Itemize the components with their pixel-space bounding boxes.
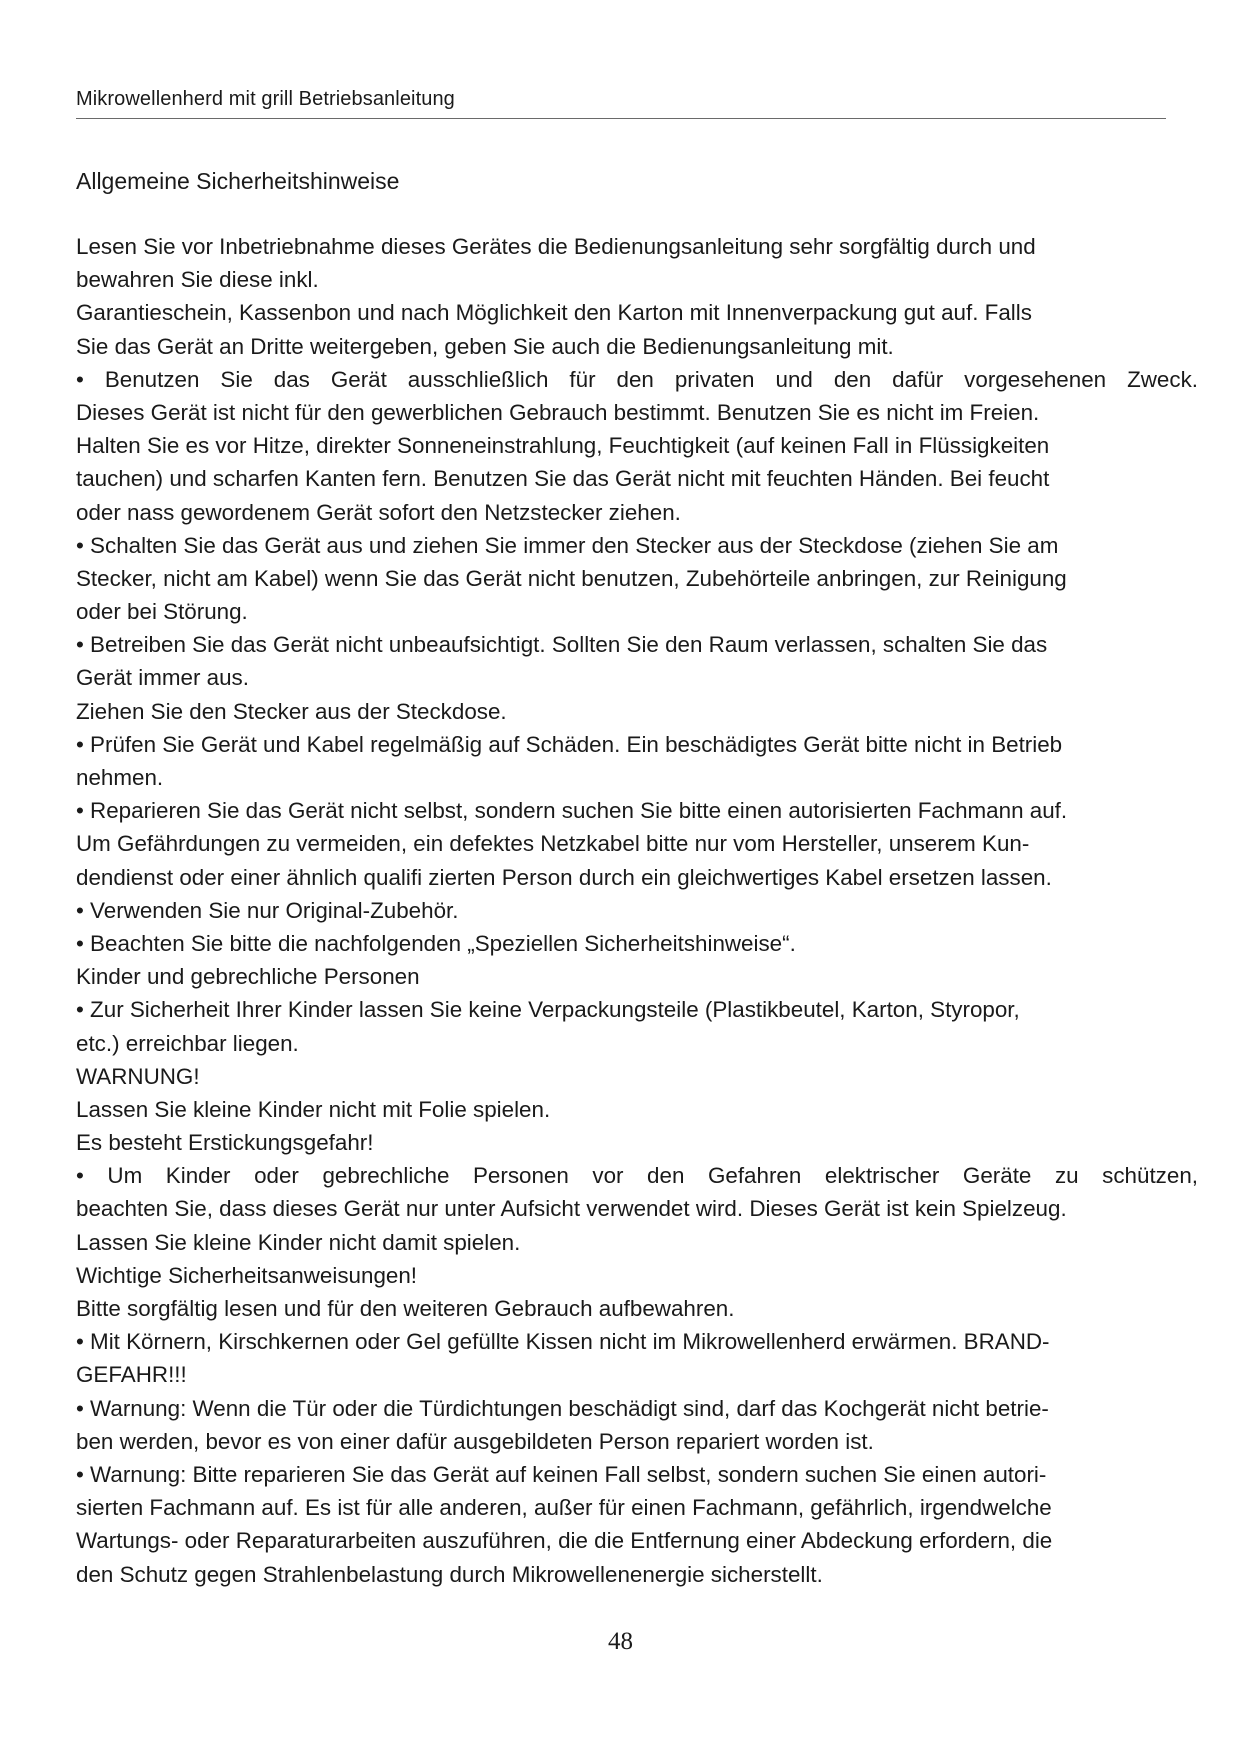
text-line: • Warnung: Bitte reparieren Sie das Gerät auf keinen Fall selbst, sondern suchen Sie einen autori-: [76, 1461, 1047, 1487]
text-line: tauchen) und scharfen Kanten fern. Benutzen Sie das Gerät nicht mit feuchten Händen. Bei feucht: [76, 466, 1050, 492]
text-line: WARNUNG!: [76, 1063, 200, 1089]
text-line: • Zur Sicherheit Ihrer Kinder lassen Sie keine Verpackungsteile (Plastikbeutel, Karton, Styropor,: [76, 997, 1020, 1023]
text-line: • Mit Körnern, Kirschkernen oder Gel gefüllte Kissen nicht im Mikrowellenherd erwärmen. BRAND-: [76, 1329, 1050, 1355]
text-line: nehmen.: [76, 765, 164, 790]
text-line: Dieses Gerät ist nicht für den gewerblichen Gebrauch bestimmt. Benutzen Sie es nicht im Freien.: [76, 399, 1040, 425]
text-line: • Verwenden Sie nur Original-Zubehör.: [76, 897, 459, 923]
text-line: • Schalten Sie das Gerät aus und ziehen Sie immer den Stecker aus der Steckdose (ziehen Sie am: [76, 532, 1059, 558]
text-line: GEFAHR!!!: [76, 1362, 187, 1388]
text-line: den Schutz gegen Strahlenbelastung durch Mikrowellenenergie sicherstellt.: [76, 1561, 823, 1587]
text-line: • Um Kinder oder gebrechliche Personen vor den Gefahren elektrischer Geräte zu schützen,: [76, 1163, 1198, 1189]
text-line: oder nass gewordenem Gerät sofort den Netzstecker ziehen.: [76, 499, 681, 525]
text-line: dendienst oder einer ähnlich qualifi zierten Person durch ein gleichwertiges Kabel ersetzen lassen.: [76, 864, 1052, 890]
text-line: Lassen Sie kleine Kinder nicht mit Folie spielen.: [76, 1096, 551, 1122]
document-header-title: Mikrowellenherd mit grill Betriebsanleitung: [76, 88, 455, 110]
text-line: Sie das Gerät an Dritte weitergeben, geben Sie auch die Bedienungsanleitung mit.: [76, 333, 894, 359]
text-line: • Warnung: Wenn die Tür oder die Türdichtungen beschädigt sind, darf das Kochgerät nicht betrie-: [76, 1395, 1049, 1421]
text-line: oder bei Störung.: [76, 599, 248, 625]
text-line: Kinder und gebrechliche Personen: [76, 964, 420, 990]
text-line: Lesen Sie vor Inbetriebnahme dieses Gerätes die Bedienungsanleitung sehr sorgfältig durch und: [76, 234, 1036, 259]
text-line: sierten Fachmann auf. Es ist für alle anderen, außer für einen Fachmann, gefährlich, irgendwelche: [76, 1495, 1052, 1521]
text-line: Es besteht Erstickungsgefahr!: [76, 1130, 374, 1156]
text-line: etc.) erreichbar liegen.: [76, 1030, 299, 1056]
text-line: • Reparieren Sie das Gerät nicht selbst, sondern suchen Sie bitte einen autorisierten Fachmann auf.: [76, 798, 1068, 824]
text-line: Ziehen Sie den Stecker aus der Steckdose.: [76, 698, 507, 724]
text-line: bewahren Sie diese inkl.: [76, 267, 319, 293]
text-line: Bitte sorgfältig lesen und für den weiteren Gebrauch aufbewahren.: [76, 1296, 735, 1321]
text-line: • Prüfen Sie Gerät und Kabel regelmäßig auf Schäden. Ein beschädigtes Gerät bitte nicht in Betrieb: [76, 731, 1063, 757]
text-line: Gerät immer aus.: [76, 665, 249, 691]
text-line: Lassen Sie kleine Kinder nicht damit spielen.: [76, 1229, 521, 1255]
text-line: Stecker, nicht am Kabel) wenn Sie das Gerät nicht benutzen, Zubehörteile anbringen, zur Reinigung: [76, 565, 1067, 591]
text-line: Garantieschein, Kassenbon und nach Möglichkeit den Karton mit Innenverpackung gut auf. Falls: [76, 300, 1032, 326]
header-divider: [76, 118, 1166, 119]
text-line: ben werden, bevor es von einer dafür ausgebildeten Person repariert worden ist.: [76, 1428, 874, 1454]
text-line: • Beachten Sie bitte die nachfolgenden „Speziellen Sicherheitshinweise“.: [76, 930, 796, 956]
text-line: • Betreiben Sie das Gerät nicht unbeaufsichtigt. Sollten Sie den Raum verlassen, schalten Sie das: [76, 632, 1048, 658]
text-line: Wartungs- oder Reparaturarbeiten auszuführen, die die Entfernung einer Abdeckung erfordern, die: [76, 1528, 1053, 1554]
text-line: beachten Sie, dass dieses Gerät nur unter Aufsicht verwendet wird. Dieses Gerät ist kein Spielzeug.: [76, 1196, 1067, 1222]
section-title: Allgemeine Sicherheitshinweise: [76, 168, 400, 194]
body-text: [76, 230, 1198, 1591]
text-line: Wichtige Sicherheitsanweisungen!: [76, 1262, 418, 1288]
page-number: 48: [608, 1628, 633, 1655]
text-line: • Benutzen Sie das Gerät ausschließlich für den privaten und den dafür vorgesehenen Zweck.: [76, 366, 1198, 392]
text-line: Halten Sie es vor Hitze, direkter Sonneneinstrahlung, Feuchtigkeit (auf keinen Fall in Flüssigkeiten: [76, 433, 1050, 459]
text-line: Um Gefährdungen zu vermeiden, ein defektes Netzkabel bitte nur vom Hersteller, unserem Kun-: [76, 831, 1030, 857]
